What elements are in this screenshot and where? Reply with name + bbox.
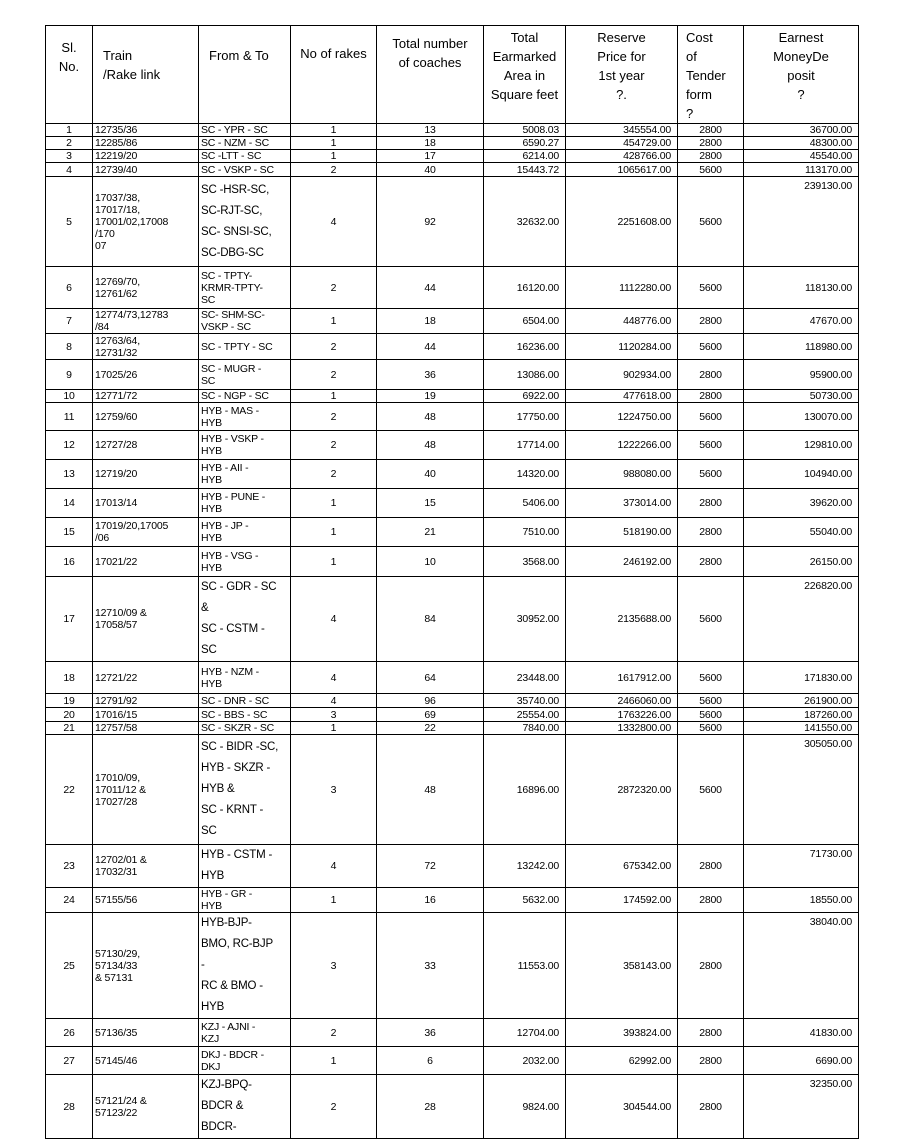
table-row	[46, 390, 859, 403]
cell-reserve-price: 1224750.00	[566, 403, 678, 431]
cell-sl-no: 28	[46, 1075, 93, 1139]
cell-from-to: SC - BBS - SC	[199, 708, 291, 722]
header-earmarked-area: Total Earmarked Area in Square feet	[484, 26, 566, 124]
cell-earmarked-area: 7510.00	[484, 518, 566, 547]
cell-earmarked-area: 16120.00	[484, 267, 566, 309]
cell-earnest-money: 26150.00	[744, 547, 859, 577]
table-row	[46, 460, 859, 489]
cell-earnest-money: 239130.00	[744, 177, 859, 267]
cell-train: 57121/24 & 57123/22	[93, 1075, 199, 1139]
cell-no-of-rakes: 4	[291, 577, 377, 662]
cell-earnest-money: 118130.00	[744, 267, 859, 309]
cell-tender-cost: 2800	[678, 137, 744, 150]
cell-earmarked-area: 32632.00	[484, 177, 566, 267]
table-row	[46, 518, 859, 547]
cell-tender-cost: 2800	[678, 390, 744, 403]
cell-train: 12763/64, 12731/32	[93, 334, 199, 360]
cell-earmarked-area: 5008.03	[484, 124, 566, 137]
cell-total-coaches: 13	[377, 124, 484, 137]
table-row	[46, 1047, 859, 1075]
cell-earmarked-area: 6590.27	[484, 137, 566, 150]
cell-sl-no: 25	[46, 913, 93, 1019]
cell-from-to: SC - GDR - SC & SC - CSTM - SC	[199, 577, 291, 662]
cell-earmarked-area: 7840.00	[484, 722, 566, 735]
cell-earmarked-area: 17750.00	[484, 403, 566, 431]
cell-train: 17016/15	[93, 708, 199, 722]
cell-train: 12771/72	[93, 390, 199, 403]
cell-tender-cost: 2800	[678, 309, 744, 334]
cell-total-coaches: 72	[377, 845, 484, 888]
cell-earnest-money: 141550.00	[744, 722, 859, 735]
cell-earnest-money: 261900.00	[744, 694, 859, 708]
cell-tender-cost: 5600	[678, 403, 744, 431]
cell-no-of-rakes: 3	[291, 708, 377, 722]
cell-train: 17019/20,17005 /06	[93, 518, 199, 547]
table-row	[46, 177, 859, 267]
cell-no-of-rakes: 2	[291, 267, 377, 309]
table-row	[46, 547, 859, 577]
cell-no-of-rakes: 2	[291, 403, 377, 431]
cell-total-coaches: 44	[377, 267, 484, 309]
cell-sl-no: 21	[46, 722, 93, 735]
cell-sl-no: 1	[46, 124, 93, 137]
table-row	[46, 267, 859, 309]
cell-no-of-rakes: 3	[291, 913, 377, 1019]
cell-tender-cost: 2800	[678, 888, 744, 913]
cell-train: 12219/20	[93, 150, 199, 163]
cell-no-of-rakes: 2	[291, 431, 377, 460]
table-body	[46, 124, 859, 1139]
cell-total-coaches: 15	[377, 489, 484, 518]
cell-sl-no: 5	[46, 177, 93, 267]
cell-earnest-money: 39620.00	[744, 489, 859, 518]
cell-earnest-money: 113170.00	[744, 163, 859, 177]
header-no-of-rakes: No of rakes	[291, 26, 377, 124]
table-row	[46, 913, 859, 1019]
cell-tender-cost: 2800	[678, 913, 744, 1019]
cell-train: 17025/26	[93, 360, 199, 390]
cell-tender-cost: 2800	[678, 360, 744, 390]
cell-sl-no: 27	[46, 1047, 93, 1075]
cell-no-of-rakes: 2	[291, 360, 377, 390]
cell-tender-cost: 5600	[678, 163, 744, 177]
cell-tender-cost: 5600	[678, 662, 744, 694]
cell-reserve-price: 304544.00	[566, 1075, 678, 1139]
cell-earnest-money: 171830.00	[744, 662, 859, 694]
cell-sl-no: 4	[46, 163, 93, 177]
cell-total-coaches: 84	[377, 577, 484, 662]
cell-total-coaches: 33	[377, 913, 484, 1019]
cell-no-of-rakes: 2	[291, 460, 377, 489]
cell-total-coaches: 21	[377, 518, 484, 547]
cell-from-to: SC - VSKP - SC	[199, 163, 291, 177]
cell-no-of-rakes: 2	[291, 334, 377, 360]
cell-no-of-rakes: 4	[291, 694, 377, 708]
cell-earmarked-area: 25554.00	[484, 708, 566, 722]
cell-earmarked-area: 6214.00	[484, 150, 566, 163]
cell-train: 17021/22	[93, 547, 199, 577]
cell-sl-no: 3	[46, 150, 93, 163]
cell-reserve-price: 428766.00	[566, 150, 678, 163]
table-row	[46, 888, 859, 913]
cell-no-of-rakes: 1	[291, 518, 377, 547]
cell-earnest-money: 118980.00	[744, 334, 859, 360]
cell-total-coaches: 40	[377, 460, 484, 489]
cell-earmarked-area: 12704.00	[484, 1019, 566, 1047]
cell-sl-no: 24	[46, 888, 93, 913]
header-reserve-price: Reserve Price for 1st year ?.	[566, 26, 678, 124]
cell-earnest-money: 47670.00	[744, 309, 859, 334]
cell-earnest-money: 187260.00	[744, 708, 859, 722]
cell-earmarked-area: 11553.00	[484, 913, 566, 1019]
cell-sl-no: 14	[46, 489, 93, 518]
cell-earnest-money: 50730.00	[744, 390, 859, 403]
cell-train: 12721/22	[93, 662, 199, 694]
cell-reserve-price: 373014.00	[566, 489, 678, 518]
table-row	[46, 137, 859, 150]
cell-train: 12719/20	[93, 460, 199, 489]
cell-earmarked-area: 35740.00	[484, 694, 566, 708]
cell-no-of-rakes: 1	[291, 150, 377, 163]
cell-earmarked-area: 23448.00	[484, 662, 566, 694]
cell-total-coaches: 18	[377, 309, 484, 334]
cell-sl-no: 13	[46, 460, 93, 489]
table-row	[46, 150, 859, 163]
cell-train: 12757/58	[93, 722, 199, 735]
cell-train: 17010/09, 17011/12 & 17027/28	[93, 735, 199, 845]
cell-tender-cost: 5600	[678, 460, 744, 489]
cell-reserve-price: 988080.00	[566, 460, 678, 489]
cell-total-coaches: 36	[377, 360, 484, 390]
cell-reserve-price: 1617912.00	[566, 662, 678, 694]
cell-sl-no: 22	[46, 735, 93, 845]
cell-reserve-price: 1222266.00	[566, 431, 678, 460]
cell-tender-cost: 2800	[678, 547, 744, 577]
cell-sl-no: 8	[46, 334, 93, 360]
table-row	[46, 334, 859, 360]
cell-reserve-price: 1065617.00	[566, 163, 678, 177]
table-row	[46, 1075, 859, 1139]
header-train: Train /Rake link	[93, 26, 199, 124]
cell-reserve-price: 174592.00	[566, 888, 678, 913]
cell-sl-no: 2	[46, 137, 93, 150]
cell-earmarked-area: 14320.00	[484, 460, 566, 489]
cell-from-to: KZJ-BPQ- BDCR & BDCR-	[199, 1075, 291, 1139]
cell-no-of-rakes: 1	[291, 888, 377, 913]
cell-no-of-rakes: 1	[291, 489, 377, 518]
cell-reserve-price: 2872320.00	[566, 735, 678, 845]
cell-earmarked-area: 13086.00	[484, 360, 566, 390]
cell-earnest-money: 32350.00	[744, 1075, 859, 1139]
cell-from-to: HYB - GR - HYB	[199, 888, 291, 913]
cell-train: 12759/60	[93, 403, 199, 431]
cell-from-to: DKJ - BDCR - DKJ	[199, 1047, 291, 1075]
cell-train: 57145/46	[93, 1047, 199, 1075]
cell-no-of-rakes: 1	[291, 547, 377, 577]
table-row	[46, 845, 859, 888]
cell-reserve-price: 454729.00	[566, 137, 678, 150]
cell-total-coaches: 28	[377, 1075, 484, 1139]
cell-sl-no: 12	[46, 431, 93, 460]
cell-no-of-rakes: 1	[291, 124, 377, 137]
cell-earnest-money: 104940.00	[744, 460, 859, 489]
header-sl-no: Sl. No.	[46, 26, 93, 124]
cell-from-to: HYB - JP - HYB	[199, 518, 291, 547]
cell-no-of-rakes: 4	[291, 662, 377, 694]
cell-no-of-rakes: 4	[291, 845, 377, 888]
cell-tender-cost: 5600	[678, 177, 744, 267]
cell-total-coaches: 64	[377, 662, 484, 694]
cell-reserve-price: 477618.00	[566, 390, 678, 403]
cell-total-coaches: 36	[377, 1019, 484, 1047]
cell-reserve-price: 345554.00	[566, 124, 678, 137]
cell-no-of-rakes: 2	[291, 163, 377, 177]
cell-no-of-rakes: 1	[291, 309, 377, 334]
cell-sl-no: 23	[46, 845, 93, 888]
cell-total-coaches: 17	[377, 150, 484, 163]
cell-reserve-price: 448776.00	[566, 309, 678, 334]
cell-tender-cost: 5600	[678, 708, 744, 722]
cell-from-to: HYB - AII - HYB	[199, 460, 291, 489]
cell-reserve-price: 2466060.00	[566, 694, 678, 708]
cell-from-to: SC - YPR - SC	[199, 124, 291, 137]
cell-earnest-money: 129810.00	[744, 431, 859, 460]
cell-from-to: HYB - VSG - HYB	[199, 547, 291, 577]
cell-from-to: HYB - PUNE - HYB	[199, 489, 291, 518]
cell-earnest-money: 36700.00	[744, 124, 859, 137]
cell-earnest-money: 45540.00	[744, 150, 859, 163]
cell-no-of-rakes: 4	[291, 177, 377, 267]
cell-earnest-money: 55040.00	[744, 518, 859, 547]
cell-earnest-money: 6690.00	[744, 1047, 859, 1075]
table-row	[46, 1019, 859, 1047]
cell-from-to: HYB-BJP- BMO, RC-BJP - RC & BMO - HYB	[199, 913, 291, 1019]
cell-train: 12739/40	[93, 163, 199, 177]
cell-train: 57136/35	[93, 1019, 199, 1047]
cell-earmarked-area: 6504.00	[484, 309, 566, 334]
cell-earmarked-area: 30952.00	[484, 577, 566, 662]
cell-from-to: SC - MUGR - SC	[199, 360, 291, 390]
cell-sl-no: 7	[46, 309, 93, 334]
cell-earnest-money: 226820.00	[744, 577, 859, 662]
cell-earmarked-area: 15443.72	[484, 163, 566, 177]
cell-sl-no: 26	[46, 1019, 93, 1047]
table-row	[46, 694, 859, 708]
cell-total-coaches: 48	[377, 735, 484, 845]
cell-tender-cost: 5600	[678, 694, 744, 708]
cell-tender-cost: 2800	[678, 1047, 744, 1075]
table-row	[46, 722, 859, 735]
cell-total-coaches: 69	[377, 708, 484, 722]
cell-reserve-price: 1763226.00	[566, 708, 678, 722]
cell-earmarked-area: 9824.00	[484, 1075, 566, 1139]
cell-from-to: SC - SKZR - SC	[199, 722, 291, 735]
table-row	[46, 577, 859, 662]
cell-total-coaches: 44	[377, 334, 484, 360]
cell-earmarked-area: 17714.00	[484, 431, 566, 460]
cell-total-coaches: 40	[377, 163, 484, 177]
cell-reserve-price: 2135688.00	[566, 577, 678, 662]
cell-tender-cost: 5600	[678, 267, 744, 309]
cell-reserve-price: 518190.00	[566, 518, 678, 547]
rake-tender-table	[45, 25, 859, 1139]
cell-tender-cost: 5600	[678, 334, 744, 360]
cell-sl-no: 10	[46, 390, 93, 403]
cell-sl-no: 18	[46, 662, 93, 694]
cell-sl-no: 20	[46, 708, 93, 722]
cell-reserve-price: 62992.00	[566, 1047, 678, 1075]
cell-no-of-rakes: 1	[291, 137, 377, 150]
cell-total-coaches: 92	[377, 177, 484, 267]
header-cost-tender-form: Cost of Tender form ?	[678, 26, 744, 124]
cell-earmarked-area: 13242.00	[484, 845, 566, 888]
cell-reserve-price: 1120284.00	[566, 334, 678, 360]
cell-tender-cost: 2800	[678, 1075, 744, 1139]
header-row	[46, 26, 859, 124]
cell-sl-no: 15	[46, 518, 93, 547]
cell-tender-cost: 5600	[678, 722, 744, 735]
cell-no-of-rakes: 2	[291, 1075, 377, 1139]
cell-tender-cost: 2800	[678, 845, 744, 888]
cell-tender-cost: 2800	[678, 124, 744, 137]
cell-earnest-money: 305050.00	[744, 735, 859, 845]
table-row	[46, 360, 859, 390]
cell-total-coaches: 10	[377, 547, 484, 577]
cell-from-to: SC - BIDR -SC, HYB - SKZR - HYB & SC - KRNT - SC	[199, 735, 291, 845]
cell-sl-no: 6	[46, 267, 93, 309]
cell-from-to: SC -HSR-SC, SC-RJT-SC, SC- SNSI-SC, SC-DBG-SC	[199, 177, 291, 267]
cell-earnest-money: 18550.00	[744, 888, 859, 913]
cell-reserve-price: 1112280.00	[566, 267, 678, 309]
table-row	[46, 708, 859, 722]
cell-from-to: SC - TPTY- KRMR-TPTY- SC	[199, 267, 291, 309]
table-row	[46, 124, 859, 137]
cell-total-coaches: 19	[377, 390, 484, 403]
cell-train: 17037/38, 17017/18, 17001/02,17008 /170 07	[93, 177, 199, 267]
cell-no-of-rakes: 1	[291, 390, 377, 403]
cell-total-coaches: 18	[377, 137, 484, 150]
cell-sl-no: 17	[46, 577, 93, 662]
table-row	[46, 403, 859, 431]
cell-train: 12710/09 & 17058/57	[93, 577, 199, 662]
cell-from-to: SC - NZM - SC	[199, 137, 291, 150]
cell-reserve-price: 2251608.00	[566, 177, 678, 267]
table-row	[46, 163, 859, 177]
cell-train: 12285/86	[93, 137, 199, 150]
cell-total-coaches: 16	[377, 888, 484, 913]
table-row	[46, 431, 859, 460]
cell-reserve-price: 902934.00	[566, 360, 678, 390]
cell-sl-no: 9	[46, 360, 93, 390]
cell-total-coaches: 48	[377, 431, 484, 460]
cell-reserve-price: 358143.00	[566, 913, 678, 1019]
cell-from-to: HYB - VSKP - HYB	[199, 431, 291, 460]
cell-train: 12735/36	[93, 124, 199, 137]
cell-tender-cost: 2800	[678, 489, 744, 518]
cell-reserve-price: 675342.00	[566, 845, 678, 888]
cell-tender-cost: 5600	[678, 431, 744, 460]
header-earnest-money: Earnest MoneyDe posit ?	[744, 26, 859, 124]
cell-tender-cost: 5600	[678, 735, 744, 845]
cell-from-to: HYB - NZM - HYB	[199, 662, 291, 694]
table-row	[46, 735, 859, 845]
cell-earmarked-area: 2032.00	[484, 1047, 566, 1075]
cell-train: 12769/70, 12761/62	[93, 267, 199, 309]
cell-from-to: SC - NGP - SC	[199, 390, 291, 403]
cell-from-to: HYB - CSTM - HYB	[199, 845, 291, 888]
cell-total-coaches: 22	[377, 722, 484, 735]
header-total-coaches: Total number of coaches	[377, 26, 484, 124]
cell-earnest-money: 48300.00	[744, 137, 859, 150]
cell-from-to: SC -LTT - SC	[199, 150, 291, 163]
cell-earmarked-area: 6922.00	[484, 390, 566, 403]
cell-earmarked-area: 5632.00	[484, 888, 566, 913]
cell-from-to: SC- SHM-SC- VSKP - SC	[199, 309, 291, 334]
cell-from-to: SC - TPTY - SC	[199, 334, 291, 360]
cell-sl-no: 19	[46, 694, 93, 708]
cell-earmarked-area: 16896.00	[484, 735, 566, 845]
cell-train: 12774/73,12783 /84	[93, 309, 199, 334]
cell-from-to: KZJ - AJNI - KZJ	[199, 1019, 291, 1047]
tender-sheet	[45, 25, 859, 1139]
cell-earmarked-area: 5406.00	[484, 489, 566, 518]
cell-earnest-money: 71730.00	[744, 845, 859, 888]
cell-train: 12702/01 & 17032/31	[93, 845, 199, 888]
cell-from-to: SC - DNR - SC	[199, 694, 291, 708]
cell-train: 17013/14	[93, 489, 199, 518]
cell-total-coaches: 6	[377, 1047, 484, 1075]
cell-no-of-rakes: 3	[291, 735, 377, 845]
table-row	[46, 489, 859, 518]
cell-train: 12727/28	[93, 431, 199, 460]
cell-total-coaches: 96	[377, 694, 484, 708]
cell-tender-cost: 2800	[678, 518, 744, 547]
cell-earnest-money: 38040.00	[744, 913, 859, 1019]
cell-earmarked-area: 3568.00	[484, 547, 566, 577]
cell-no-of-rakes: 2	[291, 1019, 377, 1047]
table-row	[46, 309, 859, 334]
cell-tender-cost: 5600	[678, 577, 744, 662]
cell-reserve-price: 393824.00	[566, 1019, 678, 1047]
cell-no-of-rakes: 1	[291, 722, 377, 735]
cell-tender-cost: 2800	[678, 150, 744, 163]
cell-train: 57155/56	[93, 888, 199, 913]
cell-train: 12791/92	[93, 694, 199, 708]
cell-sl-no: 11	[46, 403, 93, 431]
cell-earnest-money: 41830.00	[744, 1019, 859, 1047]
cell-earmarked-area: 16236.00	[484, 334, 566, 360]
cell-from-to: HYB - MAS - HYB	[199, 403, 291, 431]
table-row	[46, 662, 859, 694]
cell-train: 57130/29, 57134/33 & 57131	[93, 913, 199, 1019]
cell-earnest-money: 130070.00	[744, 403, 859, 431]
cell-reserve-price: 1332800.00	[566, 722, 678, 735]
cell-sl-no: 16	[46, 547, 93, 577]
header-from-to: From & To	[199, 26, 291, 124]
cell-total-coaches: 48	[377, 403, 484, 431]
cell-reserve-price: 246192.00	[566, 547, 678, 577]
cell-tender-cost: 2800	[678, 1019, 744, 1047]
cell-no-of-rakes: 1	[291, 1047, 377, 1075]
cell-earnest-money: 95900.00	[744, 360, 859, 390]
